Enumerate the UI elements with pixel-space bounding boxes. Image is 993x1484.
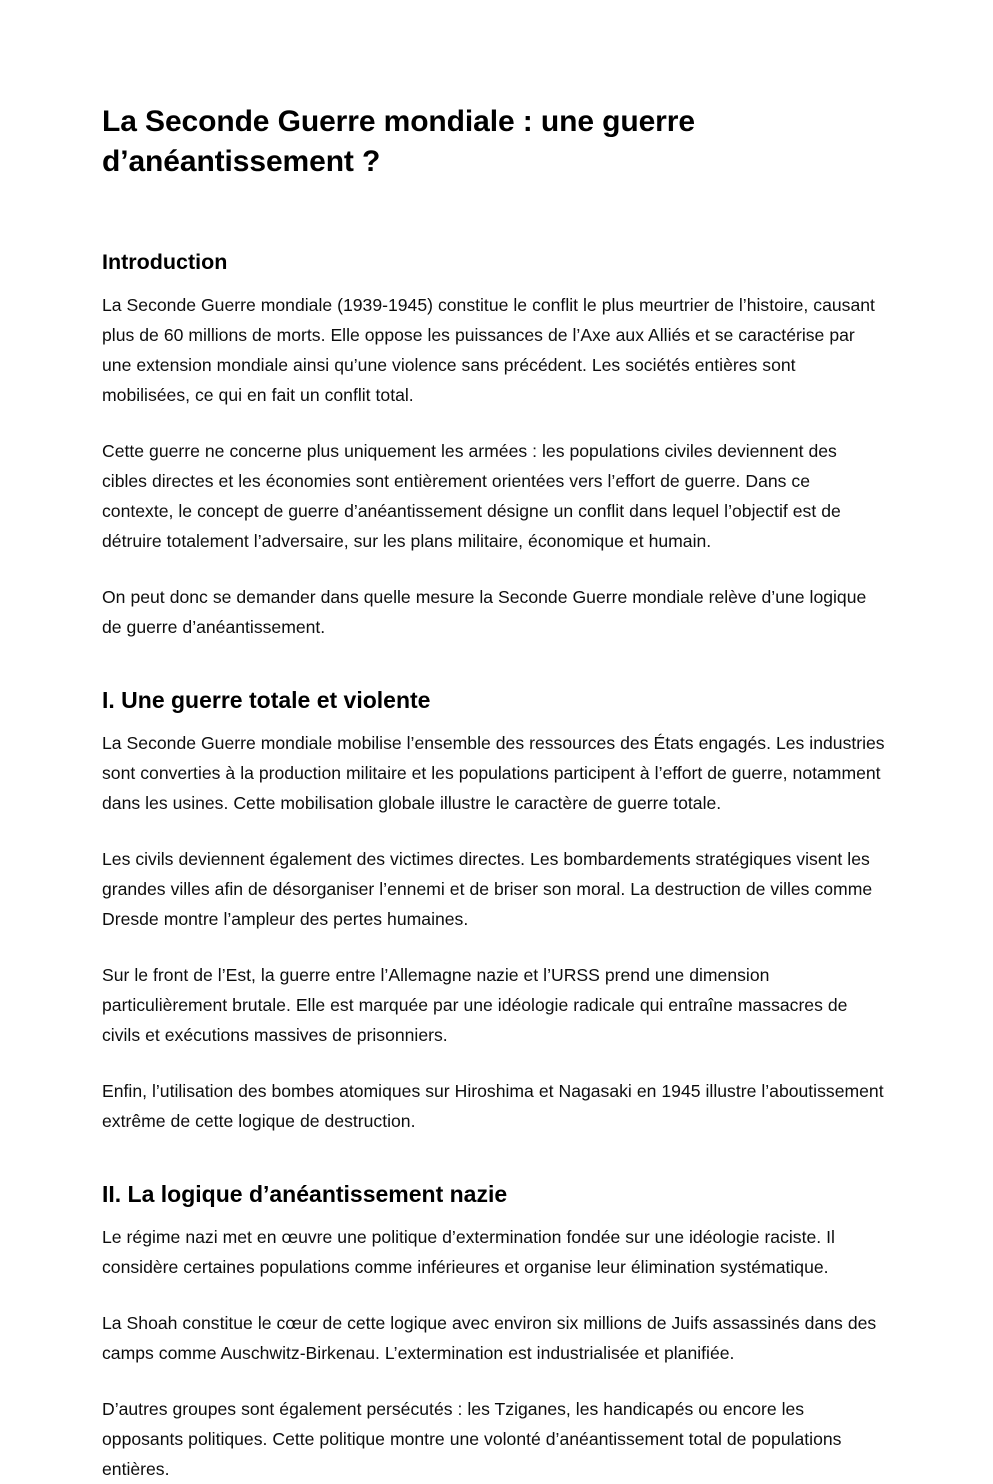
page-title: La Seconde Guerre mondiale : une guerre d’anéantissement ? — [102, 105, 695, 178]
paragraph: Cette guerre ne concerne plus uniquement les armées : les populations civiles deviennent des cibles directes et les économies sont entièrement orientées vers l’effort de guerre. Dans ce contexte, le concept de guerre d’anéantissement désigne un conflit dans lequel l’objectif est de détruire totalement l’adversaire, sur les plans militaire, économique et humain. — [102, 441, 841, 551]
paragraph: On peut donc se demander dans quelle mesure la Seconde Guerre mondiale relève d’une logique de guerre d’anéantissement. — [102, 587, 867, 637]
paragraph: Les civils deviennent également des victimes directes. Les bombardements stratégiques visent les grandes villes afin de désorganiser l’ennemi et de briser son moral. La destruction de villes comme Dresde montre l’ampleur des pertes humaines. — [102, 849, 873, 929]
section-heading-introduction: Introduction — [102, 250, 228, 274]
section-heading-partie-1: I. Une guerre totale et violente — [102, 687, 431, 713]
paragraph: Sur le front de l’Est, la guerre entre l’Allemagne nazie et l’URSS prend une dimension particulièrement brutale. Elle est marquée par une idéologie radicale qui entraîne massacres de civils et exécutions massives de prisonniers. — [102, 965, 848, 1045]
section-heading-partie-2: II. La logique d’anéantissement nazie — [102, 1181, 508, 1207]
paragraph: Le régime nazi met en œuvre une politique d’extermination fondée sur une idéologie raciste. Il considère certaines populations comme inférieures et organise leur élimination systématique. — [102, 1227, 835, 1277]
paragraph: La Seconde Guerre mondiale (1939-1945) constitue le conflit le plus meurtrier de l’histoire, causant plus de 60 millions de morts. Elle oppose les puissances de l’Axe aux Alliés et se caractérise par une extension mondiale ainsi qu’une violence sans précédent. Les sociétés entières sont mobilisées, ce qui en fait un conflit total. — [102, 295, 875, 405]
paragraph: La Seconde Guerre mondiale mobilise l’ensemble des ressources des États engagés. Les industries sont converties à la production militaire et les populations participent à l’effort de guerre, notamment dans les usines. Cette mobilisation globale illustre le caractère de guerre totale. — [102, 733, 885, 813]
paragraph: Enfin, l’utilisation des bombes atomiques sur Hiroshima et Nagasaki en 1945 illustre l’aboutissement extrême de cette logique de destruction. — [102, 1081, 884, 1131]
document-content — [102, 0, 886, 1484]
paragraph: D’autres groupes sont également persécutés : les Tziganes, les handicapés ou encore les opposants politiques. Cette politique montre une volonté d’anéantissement total de populations entières. — [102, 1399, 842, 1479]
paragraph: La Shoah constitue le cœur de cette logique avec environ six millions de Juifs assassinés dans des camps comme Auschwitz-Birkenau. L’extermination est industrialisée et planifiée. — [102, 1313, 877, 1363]
